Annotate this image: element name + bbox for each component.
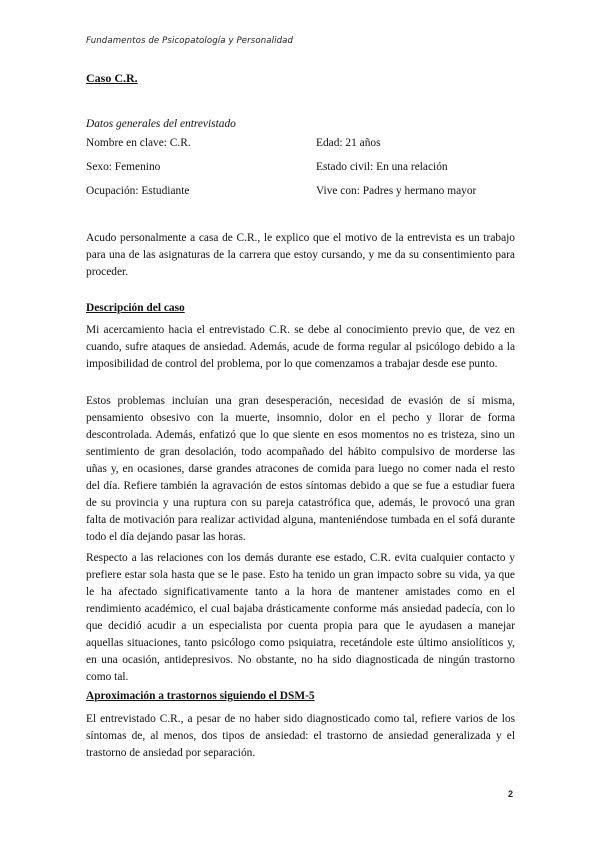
running-header: Fundamentos de Psicopatología y Personalidad (86, 36, 294, 46)
description-paragraph-2: Estos problemas incluían una gran desesperación, necesidad de evasión de sí misma, pensamiento obsesivo con la muerte, insomnio, dolor en el pecho y llorar de forma descontrolada. Además, enfatizó que lo que siente en esos momentos no es tristeza, sino un sentimiento de gran desolación, todo acompañado del hábito compulsivo de morderse las uñas y, en ocasiones, darse grandes atracones de comida para luego no comer nada el resto del día. Refiere también la agravación de estos síntomas debido a que se fue a estudiar fuera de su provincia y una ruptura con su pareja catastrófica que, además, le provocó una gran falta de motivación para realizar actividad alguna, manteniéndose tumbada en el sofá durante todo el día dejando pasar las horas. (86, 395, 515, 543)
data-row (86, 137, 516, 161)
dsm-heading: Aproximación a trastornos siguiendo el DSM-5 (86, 690, 315, 702)
data-row (86, 161, 516, 185)
code-name-field: Nombre en clave: C.R. (86, 137, 191, 149)
lives-with-field: Vive con: Padres y hermano mayor (316, 185, 477, 197)
civil-status-field: Estado civil: En una relación (316, 161, 448, 173)
description-paragraph-1: Mi acercamiento hacia el entrevistado C.R. se debe al conocimiento previo que, de vez en cuando, sufre ataques de ansiedad. Además, acude de forma regular al psicólogo debido a la imposibilidad de control del problema, por lo que comenzamos a trabajar desde ese punto. (86, 324, 515, 370)
dsm-paragraph-1: El entrevistado C.R., a pesar de no haber sido diagnosticado como tal, refiere varios de los síntomas de, al menos, dos tipos de ansiedad: el trastorno de ansiedad generalizada y el trastorno de ansiedad por separación. (86, 713, 515, 759)
general-data-table (86, 137, 516, 209)
general-data-heading: Datos generales del entrevistado (86, 118, 236, 130)
sex-field: Sexo: Femenino (86, 161, 161, 173)
description-paragraph-3: Respecto a las relaciones con los demás durante ese estado, C.R. evita cualquier contacto y prefiere estar sola hasta que se le pase. Esto ha tenido un gran impacto sobre su vida, ya que le ha afectado significativamente tanto a la hora de mantener amistades como en el rendimiento académico, el cual bajaba drásticamente conforme más ansiedad padecía, con lo que decidió acudir a un especialista por cuenta propia para que le ayudasen a manejar aquellas situaciones, tanto psicólogo como psiquiatra, recetándole este último ansiolíticos y, en una ocasión, antidepresivos. No obstante, no ha sido diagnosticada de ningún trastorno como tal. (86, 552, 515, 683)
intro-paragraph: Acudo personalmente a casa de C.R., le explico que el motivo de la entrevista es un trabajo para una de las asignaturas de la carrera que estoy cursando, y me da su consentimiento para proceder. (86, 232, 515, 278)
description-heading: Descripción del caso (86, 302, 185, 314)
occupation-field: Ocupación: Estudiante (86, 185, 190, 197)
data-row (86, 185, 516, 209)
page-number: 2 (508, 789, 514, 799)
age-field: Edad: 21 años (316, 137, 381, 149)
case-title: Caso C.R. (86, 71, 138, 85)
